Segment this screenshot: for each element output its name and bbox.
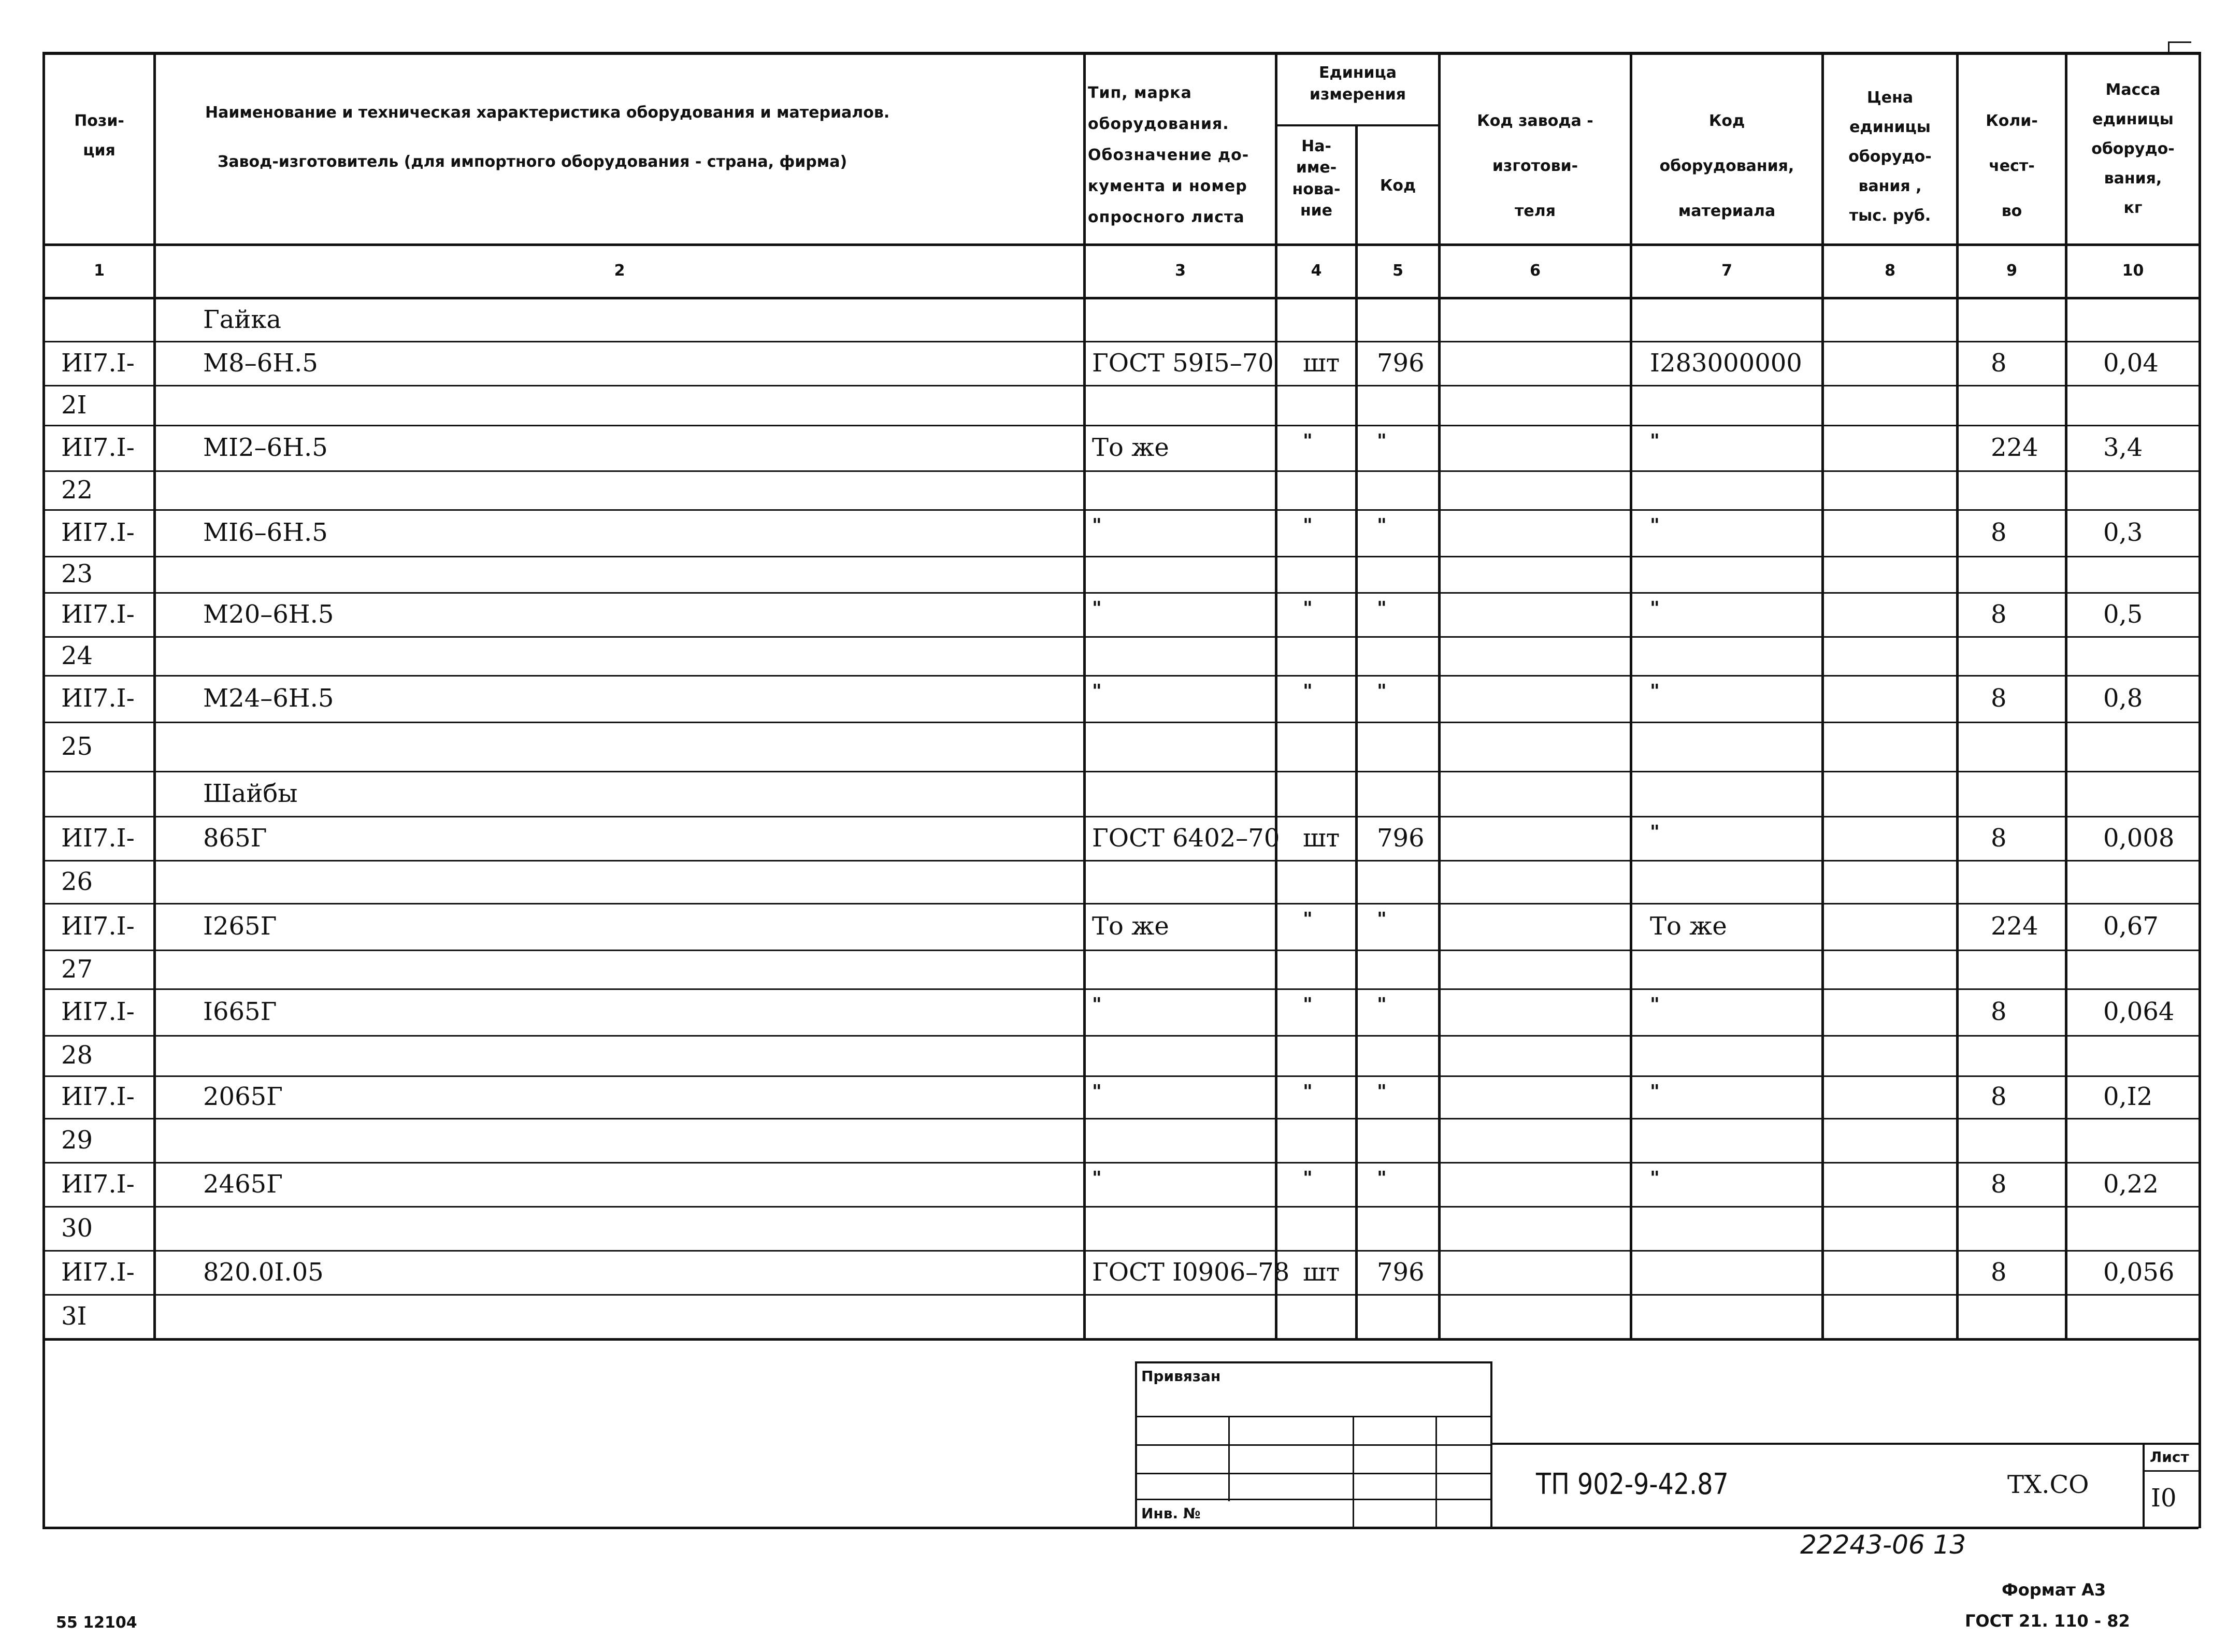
cell-name: I665Г — [203, 997, 277, 1026]
colnum-7: 7 — [1721, 262, 1732, 280]
cell-position: ИI7.I- — [61, 348, 135, 378]
cell-unit-code: " — [1377, 515, 1387, 536]
vline-3 — [1275, 52, 1277, 1341]
cell-unit-name: шт — [1303, 348, 1340, 378]
cell-document: То же — [1092, 433, 1169, 462]
vline-10 — [2199, 52, 2201, 1528]
sheet-box-left — [2143, 1443, 2145, 1528]
footer-standard: ГОСТ 21. 110 - 82 — [1965, 1611, 2130, 1631]
colnum-5: 5 — [1392, 262, 1403, 280]
cell-unit-code: " — [1377, 1081, 1387, 1102]
row-separator — [42, 1035, 2199, 1037]
cell-unit-code: 796 — [1377, 348, 1425, 378]
cell-mass: 0,064 — [2103, 997, 2175, 1026]
colnum-10: 10 — [2122, 262, 2144, 280]
cell-quantity: 8 — [1991, 518, 2007, 547]
row-separator — [42, 903, 2199, 904]
sheet-label: Лист — [2150, 1448, 2189, 1466]
cell-item-code: " — [1650, 822, 1660, 843]
corner-mark — [2168, 41, 2169, 54]
cell-unit-name: шт — [1303, 823, 1340, 853]
cell-quantity: 8 — [1991, 1257, 2007, 1287]
colnum-3: 3 — [1175, 262, 1186, 280]
vline-4 — [1355, 124, 1358, 1341]
cell-mass: 0,3 — [2103, 518, 2143, 547]
header-factory-code: Код завода - изготови- теля — [1477, 112, 1593, 220]
handwritten-number: 22243-06 13 — [1800, 1530, 1966, 1560]
stamp-inv-label: Инв. № — [1141, 1505, 1201, 1522]
cell-position: 23 — [61, 559, 93, 588]
cell-name: MI2–6H.5 — [203, 433, 328, 462]
cell-unit-code: 796 — [1377, 823, 1425, 853]
cell-mass: 0,8 — [2103, 684, 2143, 713]
row-separator — [42, 385, 2199, 386]
cell-item-code: I283000000 — [1650, 348, 1802, 378]
cell-item-code: То же — [1650, 912, 1727, 941]
row-separator — [42, 636, 2199, 638]
cell-name: I265Г — [203, 912, 277, 941]
cell-position: ИI7.I- — [61, 823, 135, 853]
cell-name: 2065Г — [203, 1082, 283, 1111]
header-quantity: Коли- чест- во — [1986, 112, 2038, 220]
cell-quantity: 8 — [1991, 823, 2007, 853]
vline-7 — [1821, 52, 1824, 1341]
row-separator — [42, 556, 2199, 557]
cell-unit-code: " — [1377, 681, 1387, 702]
stamp-vline-2 — [1353, 1416, 1354, 1528]
cell-name: M20–6H.5 — [203, 599, 334, 629]
sheet-number: I0 — [2151, 1484, 2177, 1513]
cell-position: ИI7.I- — [61, 599, 135, 629]
stamp-vline-3 — [1435, 1416, 1437, 1528]
cell-document: " — [1092, 1168, 1102, 1189]
cell-document: То же — [1092, 912, 1169, 941]
vline-9 — [2065, 52, 2067, 1341]
cell-unit-code: 796 — [1377, 1257, 1425, 1287]
sheet-bottom-border — [42, 1527, 2199, 1529]
doc-code: ТП 902-9-42.87 — [1536, 1468, 1729, 1501]
header-position: Пози- ция — [74, 112, 124, 160]
header-type-doc: Тип, марка оборудования. Обозначение до- кумента и номер опросного листа — [1088, 84, 1249, 226]
sheet-box-divider — [2143, 1470, 2200, 1472]
vline-1 — [153, 52, 156, 1341]
cell-name: M24–6H.5 — [203, 684, 334, 713]
row-separator — [42, 771, 2199, 772]
row-separator — [42, 592, 2199, 594]
cell-position: ИI7.I- — [61, 518, 135, 547]
row-separator — [42, 425, 2199, 426]
cell-quantity: 8 — [1991, 1169, 2007, 1199]
stamp-vline-1 — [1228, 1416, 1230, 1501]
cell-unit-name: шт — [1303, 1257, 1340, 1287]
row-separator — [42, 509, 2199, 511]
footer-left-code: 55 12104 — [56, 1614, 137, 1632]
cell-document: " — [1092, 994, 1102, 1015]
cell-quantity: 8 — [1991, 599, 2007, 629]
title-field-top — [1490, 1443, 2201, 1445]
cell-item-code: " — [1650, 994, 1660, 1015]
cell-name: M8–6H.5 — [203, 348, 318, 378]
colnum-bottom-border — [42, 297, 2199, 299]
vline-2 — [1083, 52, 1086, 1341]
cell-name: 2465Г — [203, 1169, 283, 1199]
row-separator — [42, 1118, 2199, 1119]
colnum-8: 8 — [1885, 262, 1895, 280]
cell-position: 25 — [61, 731, 93, 761]
colnum-1: 1 — [94, 262, 105, 280]
row-separator — [42, 1162, 2199, 1163]
cell-unit-name: " — [1303, 1168, 1313, 1189]
cell-unit-code: " — [1377, 598, 1387, 619]
row-separator — [42, 1075, 2199, 1077]
cell-position: 3I — [61, 1301, 87, 1331]
cell-unit-name: " — [1303, 994, 1313, 1015]
cell-document: ГОСТ 59I5–70 — [1092, 348, 1274, 378]
cell-position: ИI7.I- — [61, 433, 135, 462]
cell-quantity: 8 — [1991, 684, 2007, 713]
colnum-9: 9 — [2006, 262, 2017, 280]
cell-name: 820.0I.05 — [203, 1257, 324, 1287]
stamp-linked-label: Привязан — [1141, 1368, 1221, 1385]
cell-mass: 0,04 — [2103, 348, 2159, 378]
cell-name: Гайка — [203, 305, 282, 334]
header-unit-name: На- име- нова- ние — [1292, 137, 1341, 220]
stamp-line-4 — [1135, 1499, 1492, 1500]
cell-mass: 0,008 — [2103, 823, 2175, 853]
stamp-line-3 — [1135, 1473, 1492, 1474]
cell-position: ИI7.I- — [61, 684, 135, 713]
colnum-2: 2 — [614, 262, 625, 280]
cell-mass: 0,22 — [2103, 1169, 2159, 1199]
header-mass: Масса единицы оборудо- вания, кг — [2091, 81, 2175, 217]
doc-mark: ТХ.СО — [2007, 1470, 2089, 1499]
cell-mass: 0,056 — [2103, 1257, 2175, 1287]
cell-unit-name: " — [1303, 515, 1313, 536]
cell-position: 27 — [61, 954, 93, 984]
body-bottom-border — [42, 1338, 2199, 1341]
cell-item-code: " — [1650, 430, 1660, 452]
cell-position: 22 — [61, 475, 93, 505]
cell-quantity: 224 — [1991, 912, 2038, 941]
cell-position: ИI7.I- — [61, 1082, 135, 1111]
cell-mass: 0,I2 — [2103, 1082, 2153, 1111]
cell-unit-code: " — [1377, 430, 1387, 452]
header-price: Цена единицы оборудо- вания , тыс. руб. — [1848, 89, 1932, 225]
cell-quantity: 224 — [1991, 433, 2038, 462]
cell-item-code: " — [1650, 598, 1660, 619]
row-separator — [42, 860, 2199, 861]
corner-mark-h — [2168, 41, 2191, 43]
cell-position: ИI7.I- — [61, 1257, 135, 1287]
row-separator — [42, 1250, 2199, 1252]
cell-quantity: 8 — [1991, 1082, 2007, 1111]
cell-unit-name: " — [1303, 598, 1313, 619]
header-unit-group: Единица измерения — [1309, 64, 1406, 104]
header-unit-code: Код — [1380, 177, 1416, 195]
cell-position: 30 — [61, 1213, 93, 1243]
row-separator — [42, 988, 2199, 990]
row-separator — [42, 470, 2199, 472]
vline-8 — [1956, 52, 1959, 1341]
cell-unit-name: " — [1303, 909, 1313, 930]
cell-position: 29 — [61, 1125, 93, 1155]
cell-position: 28 — [61, 1041, 93, 1070]
stamp-box-top — [1135, 1361, 1492, 1363]
cell-unit-name: " — [1303, 1081, 1313, 1102]
cell-document: " — [1092, 598, 1102, 619]
cell-mass: 0,67 — [2103, 912, 2159, 941]
cell-item-code: " — [1650, 1081, 1660, 1102]
cell-position: 24 — [61, 641, 93, 670]
colnum-4: 4 — [1311, 262, 1322, 280]
cell-mass: 0,5 — [2103, 599, 2143, 629]
vline-5 — [1438, 52, 1441, 1341]
row-separator — [42, 722, 2199, 723]
row-separator — [42, 950, 2199, 951]
cell-position: 26 — [61, 867, 93, 896]
cell-quantity: 8 — [1991, 997, 2007, 1026]
row-separator — [42, 1206, 2199, 1208]
cell-document: " — [1092, 1081, 1102, 1102]
row-separator — [42, 816, 2199, 817]
header-name-line1: Наименование и техническая характеристика оборудования и материалов. — [205, 104, 890, 122]
header-name-line2: Завод-изготовитель (для импортного оборудования - страна, фирма) — [218, 153, 847, 171]
row-separator — [42, 675, 2199, 677]
colnum-6: 6 — [1530, 262, 1541, 280]
table-top-border — [42, 52, 2199, 55]
vline-6 — [1630, 52, 1632, 1341]
cell-position: ИI7.I- — [61, 997, 135, 1026]
footer-format: Формат А3 — [2002, 1580, 2106, 1600]
cell-position: ИI7.I- — [61, 1169, 135, 1199]
cell-unit-code: " — [1377, 909, 1387, 930]
unit-group-divider — [1275, 124, 1441, 126]
cell-unit-name: " — [1303, 430, 1313, 452]
header-bottom-border — [42, 243, 2199, 246]
cell-unit-code: " — [1377, 994, 1387, 1015]
cell-position: ИI7.I- — [61, 912, 135, 941]
cell-document: " — [1092, 681, 1102, 702]
cell-item-code: " — [1650, 1168, 1660, 1189]
stamp-line-2 — [1135, 1444, 1492, 1446]
cell-document: ГОСТ 6402–70 — [1092, 823, 1280, 853]
row-separator — [42, 1294, 2199, 1296]
cell-name: Шайбы — [203, 779, 298, 808]
cell-position: 2I — [61, 390, 87, 420]
cell-mass: 3,4 — [2103, 433, 2143, 462]
header-item-code: Код оборудования, материала — [1659, 112, 1794, 220]
cell-unit-name: " — [1303, 681, 1313, 702]
row-separator — [42, 341, 2199, 342]
cell-item-code: " — [1650, 681, 1660, 702]
cell-unit-code: " — [1377, 1168, 1387, 1189]
cell-document: " — [1092, 515, 1102, 536]
cell-quantity: 8 — [1991, 348, 2007, 378]
stamp-line-1 — [1135, 1416, 1492, 1417]
cell-item-code: " — [1650, 515, 1660, 536]
cell-name: 865Г — [203, 823, 267, 853]
cell-document: ГОСТ I0906–78 — [1092, 1257, 1290, 1287]
cell-name: MI6–6H.5 — [203, 518, 328, 547]
